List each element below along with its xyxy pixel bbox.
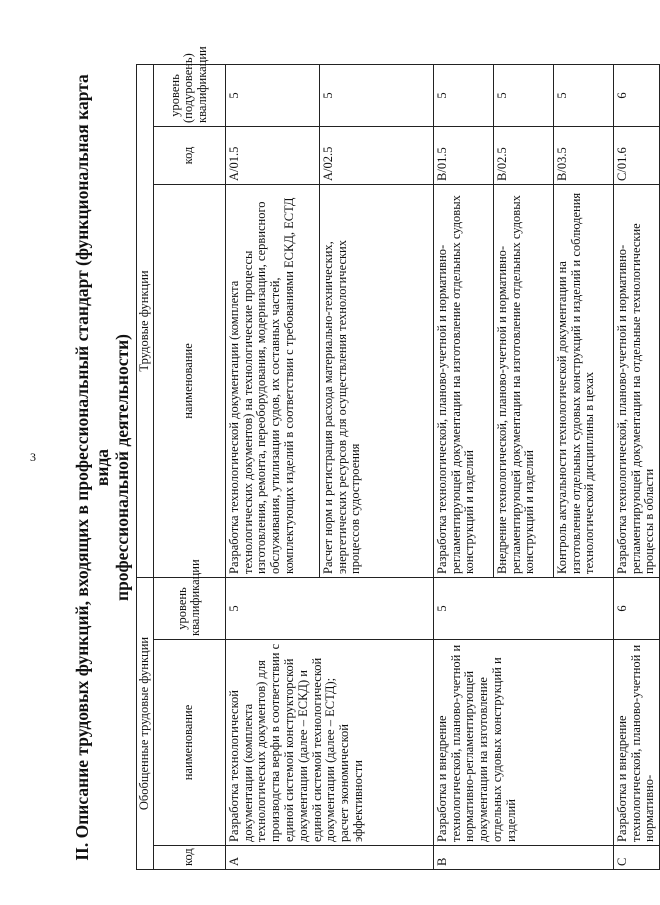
function-level: 5 — [319, 64, 433, 126]
function-code: A/01.5 — [225, 126, 319, 184]
function-code: C/01.6 — [613, 126, 659, 184]
function-code: B/03.5 — [553, 126, 613, 184]
title-line-2: профессиональной деятельности) — [112, 334, 132, 602]
header-row-1 — [137, 64, 154, 869]
group-level: 6 — [613, 577, 659, 639]
function-name: Расчет норм и регистрация расхода материально-технических, энергетических ресурсов для осуществления технологических процессов судостроения — [319, 184, 433, 577]
function-code: A/02.5 — [319, 126, 433, 184]
header-code: код — [153, 846, 225, 870]
table-row — [613, 64, 659, 869]
function-level: 5 — [493, 64, 553, 126]
page-number: 3 — [30, 450, 36, 464]
functional-map-table — [136, 46, 660, 870]
header-row-2 — [153, 64, 225, 869]
table-row — [225, 64, 319, 869]
function-code: B/02.5 — [493, 126, 553, 184]
header-code2: код — [153, 126, 225, 184]
header-level2: уровень (подуровень) квалификации — [153, 64, 225, 126]
function-level: 5 — [433, 64, 493, 126]
group-name: Разработка и внедрение технологической, планово-учетной и нормативно-регламентирующей документации на изготовление отдельных судовых конструкций и изделий — [433, 640, 613, 846]
table-row — [433, 64, 493, 869]
function-name: Разработка технологической, планово-учетной и нормативно-регламентирующей документации на изготовление отдельных судовых конструкций и изделий — [433, 184, 493, 577]
header-generalized: Обобщенные трудовые функции — [137, 577, 154, 869]
rotated-page-content — [70, 46, 657, 870]
function-level: 5 — [225, 64, 319, 126]
function-name: Контроль актуальности технологической документации на изготовление отдельных судовых конструкций и изделий и соблюдения технологической дисциплины в цехах — [553, 184, 613, 577]
group-code: B — [433, 846, 613, 870]
header-functions: Трудовые функции — [137, 64, 154, 577]
group-code: C — [613, 846, 659, 870]
section-title — [70, 65, 132, 870]
function-name: Разработка технологической документации (комплекта технологических документов) на технологические процессы изготовления, ремонта, переоборудования, модернизации, сервисного обслуживания, утилизации судов, их составных частей, комплектующих изделий в соответствии с требованиями ЕСКД, ЕСТД — [225, 184, 319, 577]
header-name: наименование — [153, 640, 225, 846]
group-level: 5 — [433, 577, 613, 639]
group-code: A — [225, 846, 433, 870]
function-level: 6 — [613, 64, 659, 126]
group-level: 5 — [225, 577, 433, 639]
title-line-1: II. Описание трудовых функций, входящих в профессиональный стандарт (функциональная карта вида — [72, 74, 112, 861]
function-name: Разработка технологической, планово-учетной и нормативно-регламентирующей документации на отдельные технологические процессы в области — [613, 184, 659, 577]
header-name2: наименование — [153, 184, 225, 577]
group-name: Разработка технологической документации (комплекта технологических документов) для производства верфи в соответствии с единой системой конструкторской документации (далее – ЕСКД) и единой системой технологической документации (далее – ЕСТД); расчет экономической эффективности — [225, 640, 433, 846]
header-level: уровень квалификации — [153, 577, 225, 639]
group-name: Разработка и внедрение технологической, планово-учетной и нормативно- — [613, 640, 659, 846]
function-code: B/01.5 — [433, 126, 493, 184]
function-level: 5 — [553, 64, 613, 126]
function-name: Внедрение технологической, планово-учетной и нормативно-регламентирующей документации на изготовление отдельных судовых конструкций и изделий — [493, 184, 553, 577]
